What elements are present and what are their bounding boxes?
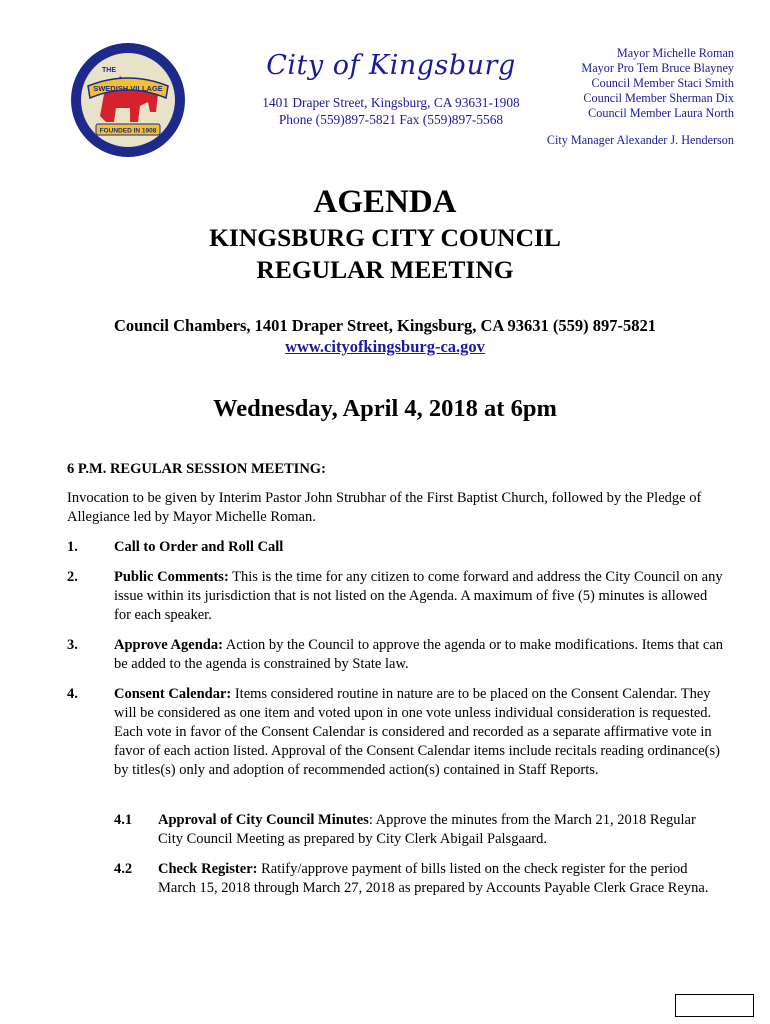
agenda-subitem-label: Approval of City Council Minutes — [158, 812, 369, 828]
agenda-item — [67, 636, 727, 674]
agenda-item-label: Public Comments: — [114, 569, 229, 585]
agenda-subitem-label: Check Register: — [158, 861, 258, 877]
session-heading: 6 P.M. REGULAR SESSION MEETING: — [67, 461, 326, 477]
official-mayor: Mayor Michelle Roman — [616, 46, 734, 60]
official-council-member: Council Member Sherman Dix — [583, 91, 734, 105]
page-number-box — [675, 994, 754, 1017]
meeting-title: REGULAR MEETING — [256, 255, 514, 284]
meeting-location: Council Chambers, 1401 Draper Street, Kingsburg, CA 93631 (559) 897-5821 — [113, 316, 657, 335]
official-council-member: Council Member Staci Smith — [591, 76, 734, 90]
official-mayor-pro-tem: Mayor Pro Tem Bruce Blayney — [581, 61, 734, 75]
agenda-item-label: Call to Order and Roll Call — [114, 539, 284, 555]
official-council-member: Council Member Laura North — [588, 106, 734, 120]
agenda-subitem — [114, 860, 724, 898]
city-address: 1401 Draper Street, Kingsburg, CA 93631-1908 — [262, 95, 520, 110]
agenda-item-text: Action by the Council to approve the agenda or to make modifications. Items that can be added to the agenda is constrained by State law. — [114, 637, 724, 672]
officials-list — [494, 46, 734, 148]
seal-top-text: THE — [102, 67, 116, 74]
agenda-subitem-text: Ratify/approve payment of bills listed on the check register for the period March 15, 2018 through March 27, 2018 as prepared by Accounts Payable Clerk Grace Reyna. — [158, 861, 709, 896]
agenda-subitem — [114, 811, 724, 849]
agenda-subitem-number: 4.1 — [114, 812, 133, 828]
seal-banner-text: SWEDISH VILLAGE — [93, 84, 163, 93]
website-line — [0, 337, 770, 357]
agenda-item-text: Items considered routine in nature are to be placed on the Consent Calendar. They will be considered as one item and voted upon in one vote unless individual consideration is requested. Each vote in favor of the Consent Calendar is considered and recorded as a separate affirmative vote in favor of each action listed. Approval of the Consent Calendar items include recitals reading ordinance(s) by titles(s) only and adoption of recommended action(s) contained in Staff Reports. — [114, 686, 720, 778]
agenda-title: AGENDA — [313, 184, 457, 220]
city-phone-fax: Phone (559)897-5821 Fax (559)897-5568 — [278, 112, 504, 127]
agenda-item-number: 4. — [67, 686, 78, 702]
agenda-item — [67, 568, 727, 625]
meeting-date: Wednesday, April 4, 2018 at 6pm — [213, 395, 557, 422]
city-name: City of Kingsburg — [266, 50, 516, 81]
city-manager: City Manager Alexander J. Henderson — [546, 133, 734, 147]
agenda-item-label: Approve Agenda: — [114, 637, 223, 653]
agenda-item-text: This is the time for any citizen to come forward and address the City Council on any issue within its jurisdiction that is not listed on the Agenda. A maximum of five (5) minutes is allowed for each speaker. — [114, 569, 723, 623]
seal-founded-text: FOUNDED IN 1908 — [99, 127, 157, 135]
agenda-item — [67, 685, 727, 780]
agenda-item-number: 2. — [67, 569, 78, 585]
agenda-item — [67, 538, 727, 557]
council-title: KINGSBURG CITY COUNCIL — [209, 223, 561, 252]
agenda-item-label: Consent Calendar: — [114, 686, 232, 702]
city-seal-logo — [70, 42, 186, 158]
agenda-subitem-number: 4.2 — [114, 861, 133, 877]
agenda-item-number: 3. — [67, 637, 78, 653]
website-link[interactable]: www.cityofkingsburg-ca.gov — [285, 337, 485, 356]
agenda-item-number: 1. — [67, 539, 78, 555]
invocation-text: Invocation to be given by Interim Pastor John Strubhar of the First Baptist Church, followed by the Pledge of Allegiance led by Mayor Michelle Roman. — [67, 490, 702, 525]
agenda-subitem-text: : Approve the minutes from the March 21, 2018 Regular City Council Meeting as prepared by City Clerk Abigail Palsgaard. — [158, 812, 696, 847]
